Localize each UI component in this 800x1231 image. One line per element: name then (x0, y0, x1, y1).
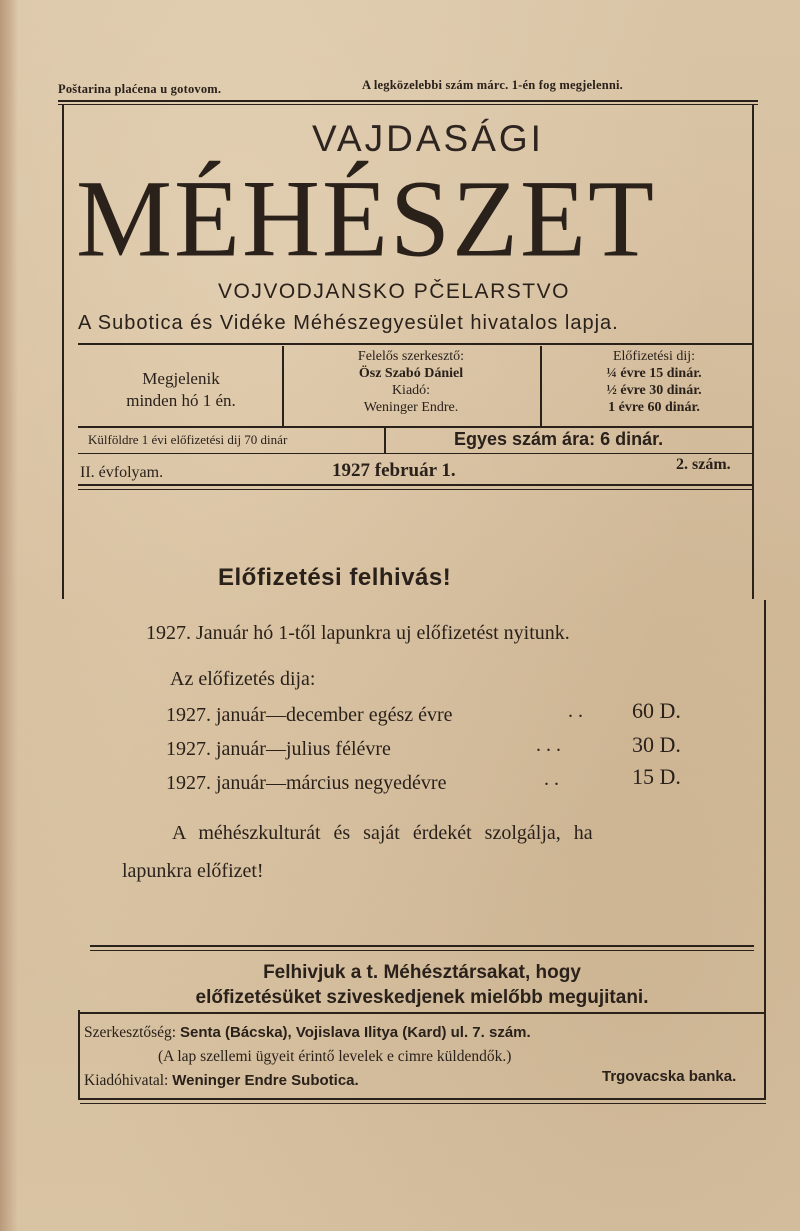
price-label: Az előfizetés dija: (170, 668, 316, 690)
masthead-subtitle-serbian: VOJVODJANSKO PČELARSTVO (218, 280, 570, 303)
office-label: Kiadóhivatal: (84, 1072, 169, 1089)
postage-note: Poštarina plaćena u gotovom. (58, 82, 222, 96)
price-dots: . . (544, 768, 559, 790)
price-row-quarter (166, 772, 446, 795)
top-rule-thin (58, 104, 758, 105)
subscription-label: Előfizetési dij: (612, 349, 696, 364)
issue-rule-thin (78, 489, 752, 490)
page-binding-edge (0, 0, 18, 1231)
closing-line1: A méhészkulturát és saját érdekét szolgálja, ha (172, 822, 593, 844)
volume: II. évfolyam. (80, 464, 164, 481)
price-period: 1927. január—julius félévre (166, 738, 391, 760)
price-period: 1927. január—március negyedévre (166, 772, 447, 794)
notice-rule-bottom (80, 1012, 764, 1014)
editor-cell (296, 348, 526, 416)
subscription-cell (556, 348, 752, 416)
publisher-name: Weninger Endre. (363, 400, 459, 415)
footer-rule (80, 1098, 766, 1100)
publisher-label: Kiadó: (391, 383, 431, 398)
masthead-kicker: VAJDASÁGI (312, 118, 544, 159)
abroad-price: Külföldre 1 évi előfizetési dij 70 dinár (88, 432, 288, 447)
appears-cell (96, 368, 266, 412)
editorial-label: Szerkesztőség: (84, 1024, 177, 1041)
price-row-year (166, 704, 453, 727)
masthead-rule (78, 343, 752, 345)
price-period: 1927. január—december egész évre (166, 704, 453, 726)
editor-label: Felelős szerkesztő: (357, 349, 465, 364)
price-divider (384, 428, 386, 454)
price-amount: 60 D. (632, 698, 681, 723)
appears-line1: Megjelenik (142, 369, 220, 388)
issue-date: 1927 február 1. (332, 460, 456, 481)
masthead-title: MÉHÉSZET (76, 158, 656, 281)
price-row-half (166, 738, 391, 761)
masthead-subtitle-hungarian: A Subotica és Vidéke Méhészegyesület hivatalos lapja. (78, 312, 619, 334)
sub-year: 1 évre 60 dinár. (608, 400, 700, 415)
price-amount: 30 D. (632, 732, 681, 757)
info-divider-1 (282, 346, 284, 426)
editorial-address: Senta (Bácska), Vojislava Ilitya (Kard) ul. 7. szám. (179, 1024, 531, 1041)
sub-half: ½ évre 30 dinár. (606, 383, 702, 398)
closing-line2: lapunkra előfizet! (122, 860, 264, 882)
frame-right-lower (764, 600, 766, 1100)
price-dots: . . (568, 700, 583, 722)
info-divider-2 (540, 346, 542, 426)
sub-quarter: ¼ évre 15 dinár. (606, 366, 702, 381)
renewal-notice (90, 960, 754, 1010)
article-heading: Előfizetési felhivás! (218, 564, 452, 591)
issue-number: 2. szám. (676, 456, 731, 473)
notice-line2: előfizetésüket sziveskedjenek mielőbb megujitani. (195, 987, 649, 1008)
frame-left-upper (62, 104, 64, 599)
notice-line1: Felhivjuk a t. Méhésztársakat, hogy (263, 962, 581, 983)
footer-rule-thin (80, 1103, 766, 1104)
editorial-note: (A lap szellemi ügyeit érintő levelek e cimre küldendők.) (158, 1048, 512, 1065)
appears-line2: minden hó 1 én. (126, 391, 236, 410)
printer-name: Trgovacska banka. (602, 1068, 737, 1085)
next-issue-note: A legközelebbi szám márc. 1-én fog megjelenni. (362, 78, 624, 92)
single-issue-price: Egyes szám ára: 6 dinár. (454, 429, 664, 449)
frame-left-lower (78, 1010, 80, 1100)
editor-name: Ösz Szabó Dániel (358, 366, 464, 381)
price-rule (78, 453, 752, 454)
office-line (84, 1072, 359, 1090)
office-address: Weninger Endre Subotica. (172, 1072, 359, 1089)
notice-rule-top (90, 945, 754, 947)
price-amount: 15 D. (632, 764, 681, 789)
article-intro: 1927. Január hó 1-től lapunkra uj előfizetést nyitunk. (146, 622, 570, 644)
price-dots: . . . (536, 734, 561, 756)
issue-rule (78, 484, 752, 486)
frame-right-upper (752, 104, 754, 599)
notice-rule-top-thin (90, 950, 754, 951)
top-rule (58, 100, 758, 102)
editorial-line (84, 1024, 531, 1042)
info-rule (78, 426, 752, 428)
